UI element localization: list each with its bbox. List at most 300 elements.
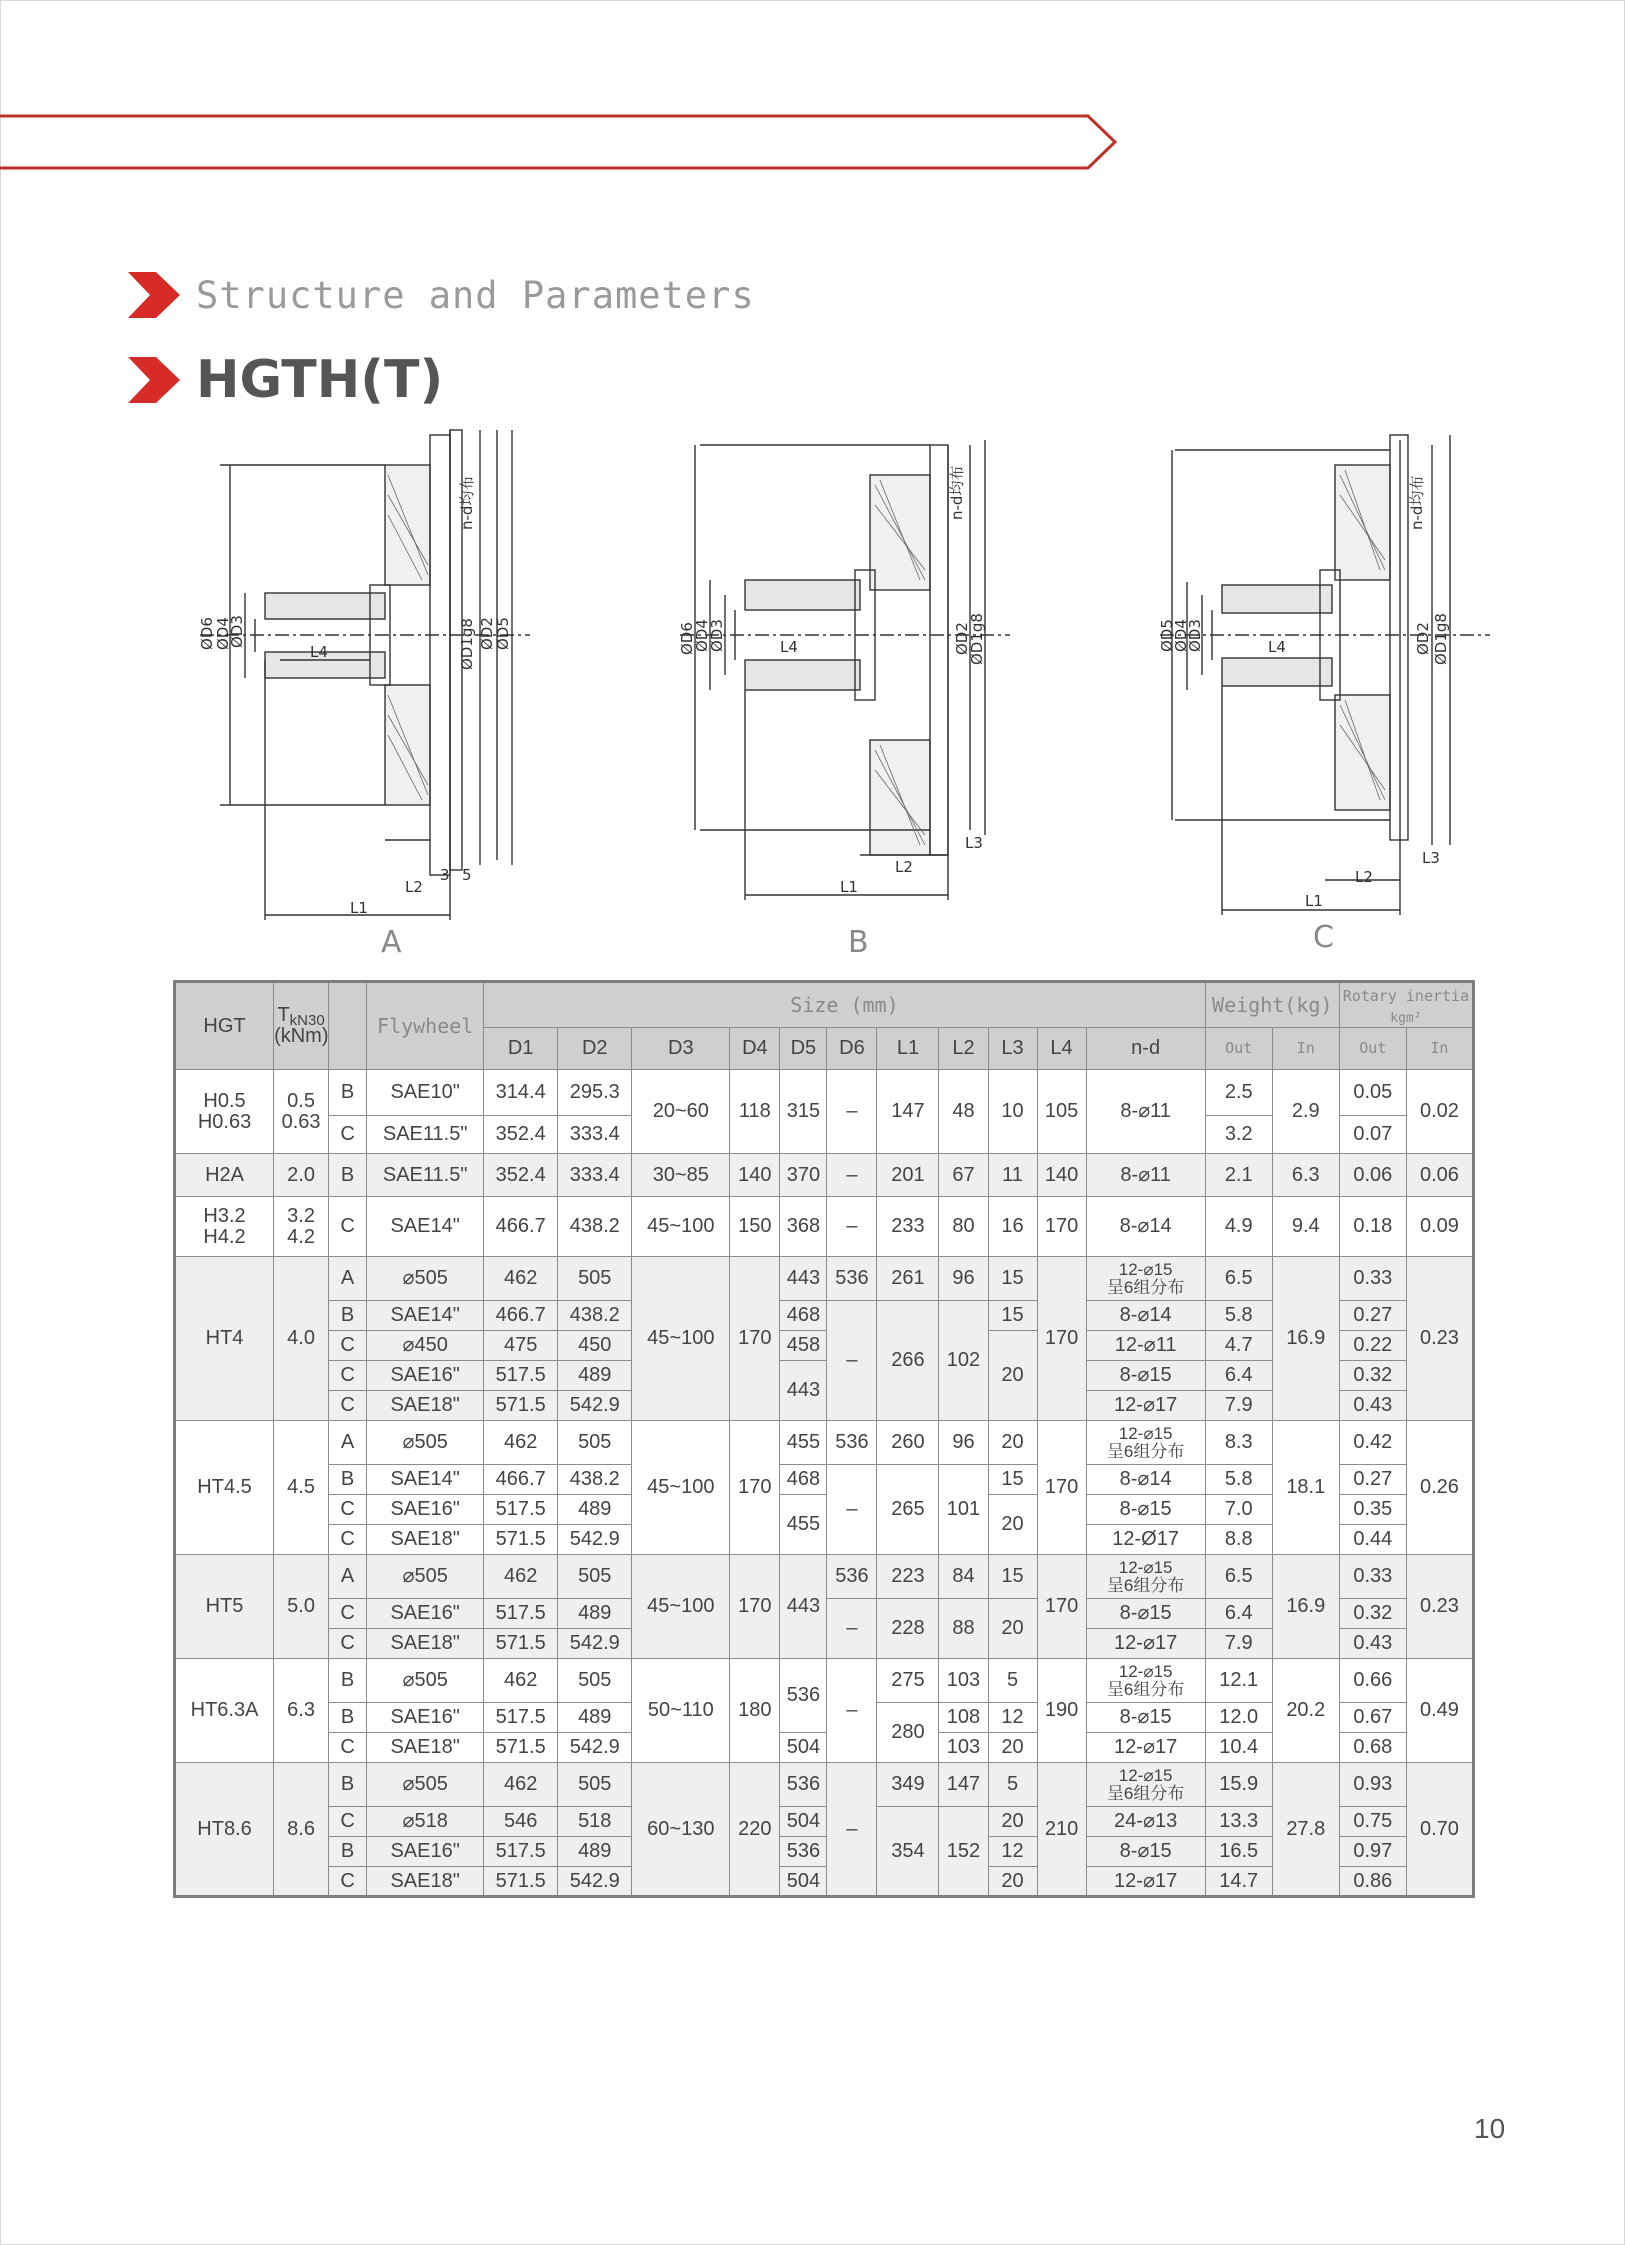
cell-type: C	[329, 1629, 367, 1659]
cell-wout: 4.7	[1205, 1331, 1272, 1361]
dim-d6: ØD6	[678, 622, 696, 655]
cell-d1: 571.5	[484, 1391, 558, 1421]
cell-jout: 0.67	[1339, 1703, 1406, 1733]
cell-jout: 0.44	[1339, 1525, 1406, 1555]
cell-jout: 0.07	[1339, 1116, 1406, 1154]
cell-d1: 571.5	[484, 1733, 558, 1763]
cell-d2: 489	[558, 1837, 632, 1867]
dim-nd: n-d均布	[948, 465, 966, 520]
table-row	[175, 1154, 1474, 1197]
cell-hgt: HT4.5	[175, 1421, 274, 1555]
cell-jout: 0.22	[1339, 1331, 1406, 1361]
cell-d1: 462	[484, 1555, 558, 1599]
cell-d1: 466.7	[484, 1197, 558, 1257]
cell-d1: 466.7	[484, 1465, 558, 1495]
cell-nd: 8-⌀11	[1086, 1154, 1205, 1197]
cell-t: 4.0	[274, 1257, 329, 1421]
cell-jout: 0.32	[1339, 1361, 1406, 1391]
dim-nd: n-d均布	[458, 475, 476, 530]
cell-jin: 0.09	[1406, 1197, 1473, 1257]
dim-d1: ØD1g8	[458, 618, 476, 670]
cell-d1: 546	[484, 1807, 558, 1837]
cell-d2: 542.9	[558, 1525, 632, 1555]
dim-d4: ØD4	[693, 619, 711, 652]
cell-d6: –	[827, 1465, 877, 1555]
cell-win: 27.8	[1272, 1763, 1339, 1897]
cell-type: B	[329, 1763, 367, 1807]
cell-wout: 8.3	[1205, 1421, 1272, 1465]
cell-wout: 14.7	[1205, 1867, 1272, 1897]
cell-wout: 5.8	[1205, 1301, 1272, 1331]
cell-l1: 349	[877, 1763, 939, 1807]
cell-l2: 67	[939, 1154, 988, 1197]
cell-wout: 8.8	[1205, 1525, 1272, 1555]
cell-wout: 10.4	[1205, 1733, 1272, 1763]
cell-nd: 12-⌀15 呈6组分布	[1086, 1257, 1205, 1301]
cell-d2: 505	[558, 1555, 632, 1599]
chevron-right-icon	[128, 272, 180, 318]
cell-type: A	[329, 1555, 367, 1599]
cell-l3: 10	[988, 1070, 1037, 1154]
cell-jin: 0.02	[1406, 1070, 1473, 1154]
cell-l1: 260	[877, 1421, 939, 1465]
cell-d1: 517.5	[484, 1837, 558, 1867]
header-inertia-in: In	[1406, 1028, 1473, 1070]
cell-d2: 505	[558, 1659, 632, 1703]
cell-fly: SAE14"	[367, 1197, 484, 1257]
cell-fly: SAE14"	[367, 1465, 484, 1495]
cell-d3: 20~60	[632, 1070, 730, 1154]
cell-type: C	[329, 1599, 367, 1629]
cell-l3: 15	[988, 1465, 1037, 1495]
cell-l3: 20	[988, 1331, 1037, 1421]
drawing-b	[680, 420, 1010, 930]
cell-d1: 466.7	[484, 1301, 558, 1331]
table-row	[175, 1070, 1474, 1116]
dim-l3: L3	[1422, 849, 1440, 867]
cell-jout: 0.33	[1339, 1257, 1406, 1301]
cell-jout: 0.43	[1339, 1391, 1406, 1421]
header-l2: L2	[939, 1028, 988, 1070]
dim-l5: 5	[462, 866, 472, 884]
dim-l2: L2	[1355, 868, 1373, 886]
cell-fly: ⌀505	[367, 1763, 484, 1807]
cell-d1: 352.4	[484, 1116, 558, 1154]
cell-jout: 0.06	[1339, 1154, 1406, 1197]
parameter-table	[173, 980, 1475, 1898]
cell-type: C	[329, 1807, 367, 1837]
section-title	[128, 350, 443, 410]
cell-fly: ⌀505	[367, 1421, 484, 1465]
cell-wout: 16.5	[1205, 1837, 1272, 1867]
cell-jout: 0.05	[1339, 1070, 1406, 1116]
dim-d4: ØD4	[214, 617, 232, 650]
cell-l2: 152	[939, 1807, 988, 1897]
cell-wout: 13.3	[1205, 1807, 1272, 1837]
header-inertia: Rotary inertia kgm²	[1339, 982, 1473, 1028]
cell-l3: 15	[988, 1257, 1037, 1301]
cell-nd: 8-⌀15	[1086, 1837, 1205, 1867]
cell-d6: –	[827, 1197, 877, 1257]
cell-nd: 8-⌀15	[1086, 1495, 1205, 1525]
cell-wout: 7.0	[1205, 1495, 1272, 1525]
cell-d6: –	[827, 1599, 877, 1659]
cell-jin: 0.49	[1406, 1659, 1473, 1763]
cell-l2: 101	[939, 1465, 988, 1555]
cell-fly: SAE16"	[367, 1361, 484, 1391]
page-number: 10	[1474, 2113, 1506, 2144]
cell-d6: 536	[827, 1257, 877, 1301]
cell-d5: 536	[780, 1837, 827, 1867]
cell-wout: 12.0	[1205, 1703, 1272, 1733]
cell-l3: 20	[988, 1495, 1037, 1555]
cell-type: C	[329, 1525, 367, 1555]
cell-d3: 60~130	[632, 1763, 730, 1897]
title-text: HGTH(T)	[196, 350, 444, 410]
cell-d2: 450	[558, 1331, 632, 1361]
cell-d3: 30~85	[632, 1154, 730, 1197]
table-row	[175, 1763, 1474, 1807]
cell-l4: 140	[1037, 1154, 1086, 1197]
table-row	[175, 1421, 1474, 1465]
cell-jout: 0.86	[1339, 1867, 1406, 1897]
cell-l2: 103	[939, 1659, 988, 1703]
cell-l3: 5	[988, 1763, 1037, 1807]
cell-d5: 468	[780, 1465, 827, 1495]
cell-nd: 8-⌀14	[1086, 1301, 1205, 1331]
cell-d1: 462	[484, 1257, 558, 1301]
cell-d3: 45~100	[632, 1197, 730, 1257]
cell-d2: 333.4	[558, 1154, 632, 1197]
cell-l3: 16	[988, 1197, 1037, 1257]
dim-d3: ØD3	[708, 619, 726, 652]
cell-d1: 571.5	[484, 1867, 558, 1897]
dim-l4: L4	[1268, 638, 1286, 656]
drawing-label-a: A	[381, 925, 402, 960]
cell-hgt: H3.2 H4.2	[175, 1197, 274, 1257]
cell-l4: 105	[1037, 1070, 1086, 1154]
cell-type: B	[329, 1070, 367, 1116]
cell-d5: 443	[780, 1361, 827, 1421]
cell-jin: 0.06	[1406, 1154, 1473, 1197]
cell-wout: 2.1	[1205, 1154, 1272, 1197]
cell-l1: 266	[877, 1301, 939, 1421]
cell-d5: 536	[780, 1659, 827, 1733]
cell-l3: 12	[988, 1837, 1037, 1867]
dim-d2: ØD2	[478, 617, 496, 650]
cell-win: 6.3	[1272, 1154, 1339, 1197]
cell-d4: 170	[730, 1257, 780, 1421]
cell-d2: 438.2	[558, 1301, 632, 1331]
header-weight: Weight(kg)	[1205, 982, 1339, 1028]
cell-nd: 12-⌀17	[1086, 1867, 1205, 1897]
cell-hgt: HT8.6	[175, 1763, 274, 1897]
header-weight-out: Out	[1205, 1028, 1272, 1070]
header-torque: $T_{kN30}$ (kNm)	[274, 982, 329, 1070]
cell-d5: 455	[780, 1495, 827, 1555]
dim-l4: L4	[780, 638, 798, 656]
cell-d2: 333.4	[558, 1116, 632, 1154]
drawing-a	[200, 420, 530, 930]
cell-nd: 12-⌀17	[1086, 1391, 1205, 1421]
dim-l1: L1	[840, 878, 858, 896]
header-d5: D5	[780, 1028, 827, 1070]
cell-d4: 220	[730, 1763, 780, 1897]
chevron-right-icon	[128, 357, 180, 403]
cell-jout: 0.68	[1339, 1733, 1406, 1763]
cell-type: C	[329, 1331, 367, 1361]
dim-d6: ØD6	[198, 617, 216, 650]
cell-type: A	[329, 1257, 367, 1301]
cell-wout: 2.5	[1205, 1070, 1272, 1116]
drawing-c	[1160, 420, 1490, 930]
cell-d2: 542.9	[558, 1391, 632, 1421]
cell-nd: 24-⌀13	[1086, 1807, 1205, 1837]
cell-d1: 517.5	[484, 1361, 558, 1391]
header-weight-in: In	[1272, 1028, 1339, 1070]
dim-d4: ØD4	[1172, 619, 1190, 652]
cell-d6: –	[827, 1659, 877, 1763]
cell-fly: SAE16"	[367, 1495, 484, 1525]
cell-jin: 0.23	[1406, 1257, 1473, 1421]
dim-l3: 3	[440, 866, 450, 884]
cell-d3: 45~100	[632, 1555, 730, 1659]
header-d2: D2	[558, 1028, 632, 1070]
cell-type: B	[329, 1837, 367, 1867]
cell-l3: 5	[988, 1659, 1037, 1703]
cell-d2: 542.9	[558, 1629, 632, 1659]
cell-fly: ⌀505	[367, 1659, 484, 1703]
cell-l3: 20	[988, 1867, 1037, 1897]
cell-wout: 5.8	[1205, 1465, 1272, 1495]
cell-d5: 443	[780, 1555, 827, 1659]
header-type	[329, 982, 367, 1070]
cell-l1: 223	[877, 1555, 939, 1599]
cell-l1: 147	[877, 1070, 939, 1154]
cell-fly: ⌀518	[367, 1807, 484, 1837]
cell-d4: 170	[730, 1555, 780, 1659]
cell-wout: 6.4	[1205, 1361, 1272, 1391]
cell-d5: 536	[780, 1763, 827, 1807]
table-row	[175, 1659, 1474, 1703]
dim-l3: L3	[965, 834, 983, 852]
cell-d5: 315	[780, 1070, 827, 1154]
cell-d2: 438.2	[558, 1197, 632, 1257]
cell-d6: –	[827, 1154, 877, 1197]
cell-l2: 103	[939, 1733, 988, 1763]
cell-fly: ⌀505	[367, 1257, 484, 1301]
cell-d2: 295.3	[558, 1070, 632, 1116]
cell-type: C	[329, 1116, 367, 1154]
cell-type: A	[329, 1421, 367, 1465]
cell-nd: 8-⌀15	[1086, 1703, 1205, 1733]
cell-d3: 50~110	[632, 1659, 730, 1763]
drawing-label-b: B	[848, 925, 869, 960]
header-flywheel: Flywheel	[367, 982, 484, 1070]
cell-t: 3.2 4.2	[274, 1197, 329, 1257]
cell-fly: SAE11.5"	[367, 1154, 484, 1197]
cell-wout: 6.5	[1205, 1555, 1272, 1599]
dim-d2: ØD2	[953, 622, 971, 655]
cell-l1: 275	[877, 1659, 939, 1703]
cell-d5: 368	[780, 1197, 827, 1257]
cell-wout: 3.2	[1205, 1116, 1272, 1154]
header-l3: L3	[988, 1028, 1037, 1070]
cell-win: 16.9	[1272, 1257, 1339, 1421]
header-size: Size (mm)	[484, 982, 1206, 1028]
cell-jout: 0.32	[1339, 1599, 1406, 1629]
cell-d4: 118	[730, 1070, 780, 1154]
cell-l3: 20	[988, 1733, 1037, 1763]
cell-d2: 505	[558, 1257, 632, 1301]
cell-win: 9.4	[1272, 1197, 1339, 1257]
cell-d5: 468	[780, 1301, 827, 1331]
cell-d5: 504	[780, 1733, 827, 1763]
cell-nd: 8-⌀15	[1086, 1599, 1205, 1629]
dim-l2: L2	[895, 858, 913, 876]
header-arrow-banner	[0, 112, 1130, 172]
section-subtitle	[128, 272, 755, 318]
cell-fly: SAE10"	[367, 1070, 484, 1116]
cell-fly: SAE14"	[367, 1301, 484, 1331]
dim-d1: ØD1g8	[968, 613, 986, 665]
cell-d1: 462	[484, 1659, 558, 1703]
cell-nd: 12-⌀17	[1086, 1629, 1205, 1659]
cell-l2: 88	[939, 1599, 988, 1659]
cell-wout: 4.9	[1205, 1197, 1272, 1257]
header-l4: L4	[1037, 1028, 1086, 1070]
cell-fly: ⌀505	[367, 1555, 484, 1599]
cell-type: B	[329, 1703, 367, 1733]
cell-d4: 180	[730, 1659, 780, 1763]
table-row	[175, 1555, 1474, 1599]
cell-l4: 190	[1037, 1659, 1086, 1763]
cell-l2: 84	[939, 1555, 988, 1599]
cell-d1: 571.5	[484, 1629, 558, 1659]
cell-d6: 536	[827, 1555, 877, 1599]
cell-d5: 370	[780, 1154, 827, 1197]
cell-type: B	[329, 1465, 367, 1495]
cell-l2: 80	[939, 1197, 988, 1257]
cell-jout: 0.43	[1339, 1629, 1406, 1659]
cell-jout: 0.27	[1339, 1465, 1406, 1495]
cell-hgt: H0.5 H0.63	[175, 1070, 274, 1154]
drawing-label-c: C	[1313, 920, 1334, 955]
cell-hgt: HT5	[175, 1555, 274, 1659]
cell-d5: 458	[780, 1331, 827, 1361]
cell-d5: 504	[780, 1867, 827, 1897]
cell-d2: 489	[558, 1361, 632, 1391]
cell-nd: 12-⌀15 呈6组分布	[1086, 1421, 1205, 1465]
cell-d1: 462	[484, 1421, 558, 1465]
dim-d2: ØD2	[1414, 622, 1432, 655]
cell-d2: 518	[558, 1807, 632, 1837]
cell-t: 2.0	[274, 1154, 329, 1197]
dim-d5: ØD5	[1158, 619, 1176, 652]
cell-l2: 102	[939, 1301, 988, 1421]
table-row	[175, 1257, 1474, 1301]
cell-l1: 261	[877, 1257, 939, 1301]
cell-fly: SAE18"	[367, 1525, 484, 1555]
cell-wout: 12.1	[1205, 1659, 1272, 1703]
cell-d6: –	[827, 1763, 877, 1897]
cell-d2: 489	[558, 1599, 632, 1629]
cell-l4: 170	[1037, 1555, 1086, 1659]
header-hgt: HGT	[175, 982, 274, 1070]
cell-hgt: H2A	[175, 1154, 274, 1197]
cell-type: C	[329, 1733, 367, 1763]
cell-l4: 170	[1037, 1197, 1086, 1257]
cell-d2: 438.2	[558, 1465, 632, 1495]
header-l1: L1	[877, 1028, 939, 1070]
cell-d1: 314.4	[484, 1070, 558, 1116]
cell-nd: 12-⌀15 呈6组分布	[1086, 1763, 1205, 1807]
cell-l3: 20	[988, 1599, 1037, 1659]
cell-nd: 8-⌀14	[1086, 1197, 1205, 1257]
cell-fly: SAE18"	[367, 1629, 484, 1659]
cell-fly: SAE16"	[367, 1703, 484, 1733]
cell-d3: 45~100	[632, 1257, 730, 1421]
cell-nd: 8-⌀11	[1086, 1070, 1205, 1154]
cell-fly: SAE16"	[367, 1837, 484, 1867]
cell-type: C	[329, 1391, 367, 1421]
cell-type: B	[329, 1659, 367, 1703]
cell-win: 16.9	[1272, 1555, 1339, 1659]
cell-type: C	[329, 1361, 367, 1391]
cell-fly: SAE18"	[367, 1867, 484, 1897]
cell-l4: 170	[1037, 1421, 1086, 1555]
cell-d4: 150	[730, 1197, 780, 1257]
cell-l2: 108	[939, 1703, 988, 1733]
cell-t: 5.0	[274, 1555, 329, 1659]
dim-l2: L2	[405, 878, 423, 896]
cell-d2: 505	[558, 1421, 632, 1465]
cell-t: 0.5 0.63	[274, 1070, 329, 1154]
cell-l2: 96	[939, 1257, 988, 1301]
cell-wout: 7.9	[1205, 1629, 1272, 1659]
cell-t: 4.5	[274, 1421, 329, 1555]
cell-nd: 12-Ø17	[1086, 1525, 1205, 1555]
cell-l1: 201	[877, 1154, 939, 1197]
cell-wout: 6.5	[1205, 1257, 1272, 1301]
cell-jout: 0.35	[1339, 1495, 1406, 1525]
cell-l3: 12	[988, 1703, 1037, 1733]
dim-d3: ØD3	[1186, 619, 1204, 652]
cell-d5: 443	[780, 1257, 827, 1301]
cell-l1: 354	[877, 1807, 939, 1897]
cell-d1: 517.5	[484, 1495, 558, 1525]
cell-l2: 96	[939, 1421, 988, 1465]
cell-d2: 542.9	[558, 1733, 632, 1763]
cell-jout: 0.66	[1339, 1659, 1406, 1703]
header-d1: D1	[484, 1028, 558, 1070]
cell-l3: 15	[988, 1555, 1037, 1599]
cell-d1: 462	[484, 1763, 558, 1807]
header-inertia-out: Out	[1339, 1028, 1406, 1070]
cell-jout: 0.27	[1339, 1301, 1406, 1331]
cell-d1: 352.4	[484, 1154, 558, 1197]
cell-nd: 12-⌀11	[1086, 1331, 1205, 1361]
dim-d1: ØD1g8	[1432, 613, 1450, 665]
cell-jout: 0.75	[1339, 1807, 1406, 1837]
table-row	[175, 1197, 1474, 1257]
cell-fly: SAE11.5"	[367, 1116, 484, 1154]
cell-d4: 140	[730, 1154, 780, 1197]
cell-d5: 504	[780, 1807, 827, 1837]
cell-win: 18.1	[1272, 1421, 1339, 1555]
cell-l1: 265	[877, 1465, 939, 1555]
subtitle-text: Structure and Parameters	[196, 273, 755, 317]
